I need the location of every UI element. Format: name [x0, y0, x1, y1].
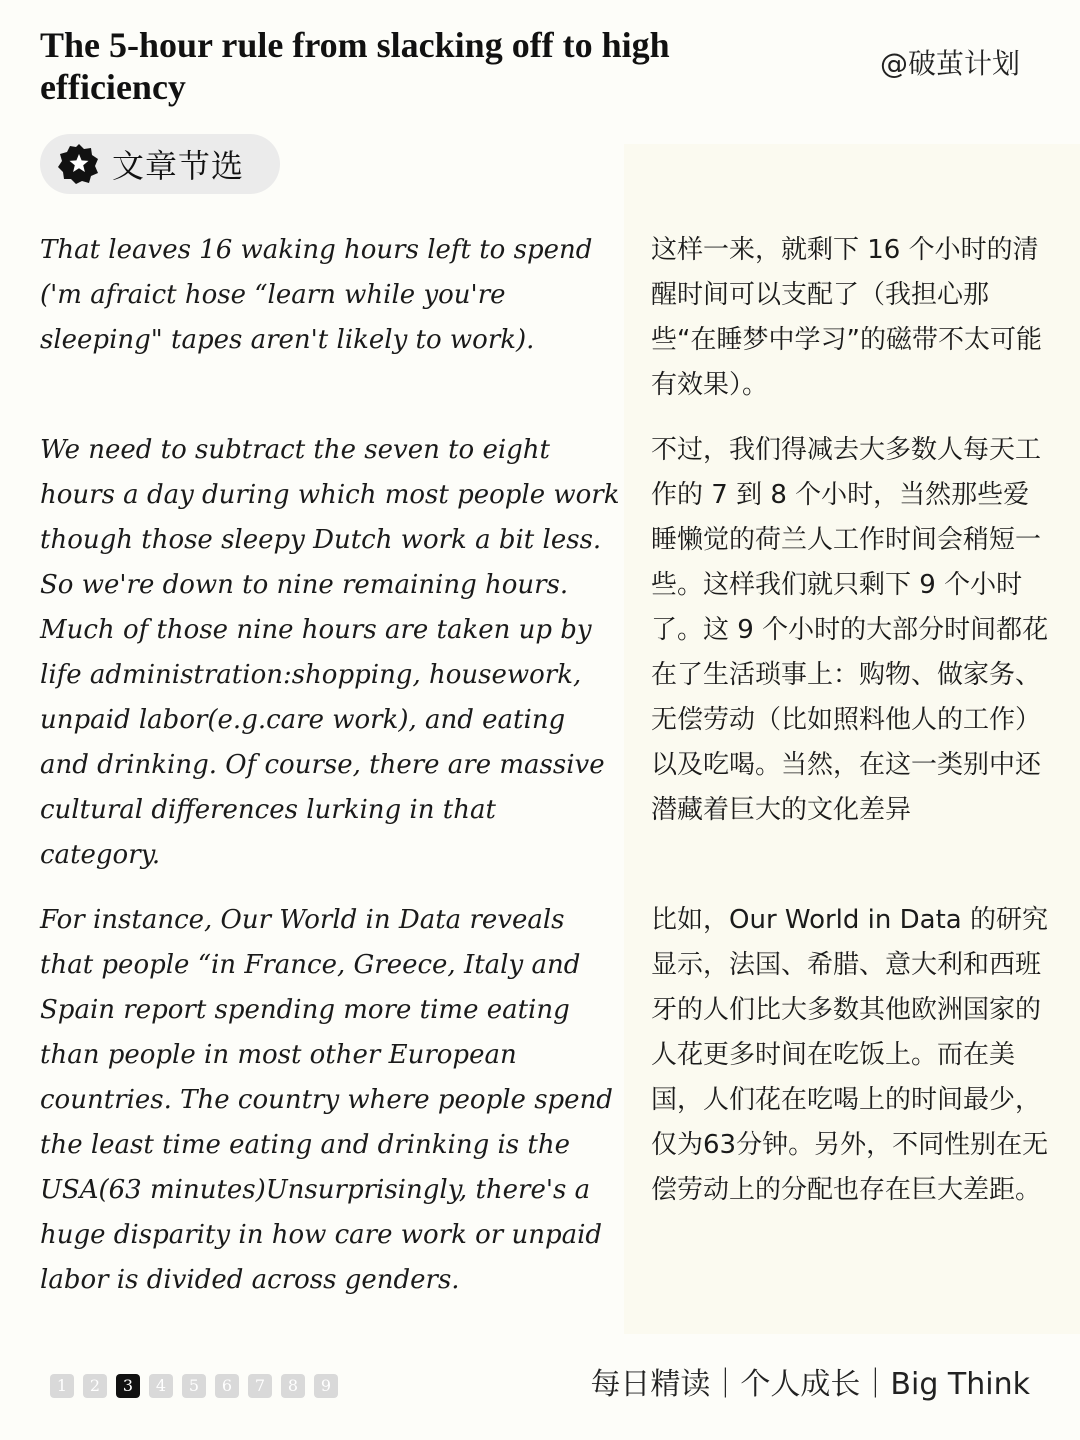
page-dot[interactable]: 1 — [50, 1374, 74, 1398]
page-dot[interactable]: 6 — [215, 1374, 239, 1398]
chinese-paragraph: 比如，Our World in Data 的研究显示，法国、希腊、意大利和西班牙的人们比大多数其他欧洲国家的人花更多时间在吃饭上。而在美国，人们花在吃喝上的时间最少，仅为63分钟。另外，不同性别在无偿劳动上的分配也存在巨大差距。 — [651, 905, 1049, 1205]
english-paragraph: We need to subtract the seven to eight hours a day during which most people work though those sleepy Dutch work a bit less. So we're down to nine remaining hours. Much of those nine hours are taken up by life administration:shopping, housework, unpaid labor(e.g.care work), and eating and drinking. Of course, there are massive cultural differences lurking in that category. — [40, 435, 620, 870]
page-dot[interactable]: 8 — [281, 1374, 305, 1398]
star-badge-icon — [58, 143, 100, 185]
page-dot[interactable]: 9 — [314, 1374, 338, 1398]
page-dot[interactable]: 2 — [83, 1374, 107, 1398]
english-paragraph: That leaves 16 waking hours left to spend ('m afraict hose “learn while you're sleeping" tapes aren't likely to work). — [40, 235, 593, 355]
footer-tagline: 每日精读｜个人成长｜Big Think — [590, 1367, 1030, 1402]
page-dot-current[interactable]: 3 — [116, 1374, 140, 1398]
badge-label: 文章节选 — [112, 147, 245, 185]
page-dot[interactable]: 4 — [149, 1374, 173, 1398]
chinese-paragraph: 这样一来，就剩下 16 个小时的清醒时间可以支配了（我担心那些“在睡梦中学习”的磁带不太可能有效果）。 — [651, 235, 1042, 400]
section-badge — [40, 134, 280, 194]
page-indicator — [50, 1374, 338, 1398]
chinese-paragraph: 不过，我们得减去大多数人每天工作的 7 到 8 个小时，当然那些爱睡懒觉的荷兰人工作时间会稍短一些。这样我们就只剩下 9 个小时了。这 9 个小时的大部分时间都花在了生活琐事上：购物、做家务、无偿劳动（比如照料他人的工作）以及吃喝。当然，在这一类别中还潜藏着巨大的文化差异 — [651, 435, 1049, 825]
author-handle: @破茧计划 — [879, 47, 1020, 80]
english-paragraph: For instance, Our World in Data reveals that people “in France, Greece, Italy and Spain report spending more time eating than people in most other European countries. The country where people spend the least time eating and drinking is the USA(63 minutes)Unsurprisingly, there's a huge disparity in how care work or unpaid labor is divided across genders. — [40, 905, 613, 1295]
page-dot[interactable]: 7 — [248, 1374, 272, 1398]
article-title: The 5-hour rule from slacking off to high efficiency — [40, 25, 670, 107]
page-dot[interactable]: 5 — [182, 1374, 206, 1398]
